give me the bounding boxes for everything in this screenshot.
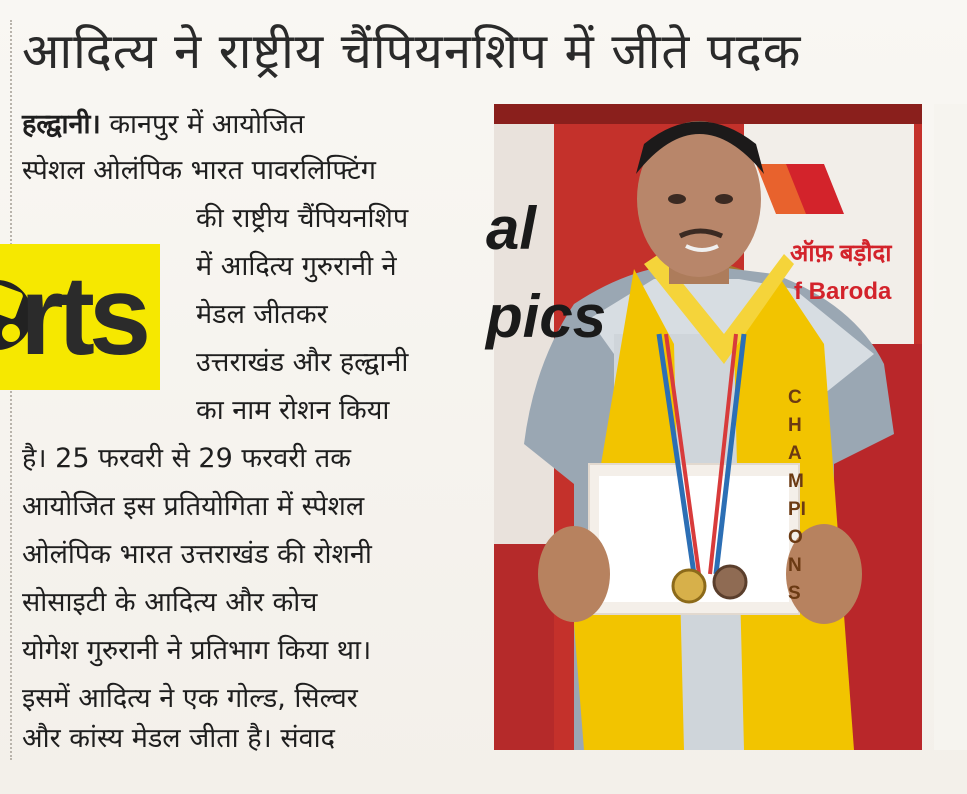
article-line-8: है। 25 फरवरी से 29 फरवरी तक — [22, 443, 351, 474]
article-line-12: योगेश गुरुरानी ने प्रतिभाग किया था। — [22, 635, 372, 666]
sports-section-tag — [0, 244, 160, 390]
article-line-6: उत्तराखंड और हल्द्वानी — [196, 347, 409, 378]
article-line-5: मेडल जीतकर — [196, 299, 328, 330]
article-line-11: सोसाइटी के आदित्य और कोच — [22, 587, 318, 618]
sports-tag-text: rts — [20, 253, 146, 378]
article-line-2: स्पेशल ओलंपिक भारत पावरलिफ्टिंग — [22, 155, 376, 186]
article-line-14: और कांस्य मेडल जीता है। संवाद — [22, 723, 335, 754]
article-line-4: में आदित्य गुरुरानी ने — [196, 251, 397, 282]
athlete-illustration — [494, 104, 922, 750]
article-line-7: का नाम रोशन किया — [196, 395, 390, 426]
article-line-13: इसमें आदित्य ने एक गोल्ड, सिल्वर — [22, 683, 358, 714]
page-margin — [934, 104, 967, 750]
article-line-10: ओलंपिक भारत उत्तराखंड की रोशनी — [22, 539, 372, 570]
sash-text: CHAMPIONS — [788, 387, 806, 604]
banner-left-bottom-text: pics — [486, 283, 607, 350]
banner-english-text: f Baroda — [794, 278, 892, 305]
article-line-3: की राष्ट्रीय चैंपियनशिप — [196, 203, 409, 234]
clipping-cut-edge — [10, 20, 12, 760]
banner-left-top-text: al — [486, 195, 537, 262]
headline: आदित्य ने राष्ट्रीय चैंपियनशिप में जीते पदक — [22, 23, 802, 80]
article-line-1 — [22, 102, 304, 148]
athlete-photo — [486, 104, 922, 750]
dateline: हल्द्वानी। — [22, 109, 101, 140]
article-text: कानपुर में आयोजित — [109, 109, 305, 140]
article-line-9: आयोजित इस प्रतियोगिता में स्पेशल — [22, 491, 365, 522]
banner-hindi-text: ऑफ़ बड़ौदा — [790, 240, 892, 267]
